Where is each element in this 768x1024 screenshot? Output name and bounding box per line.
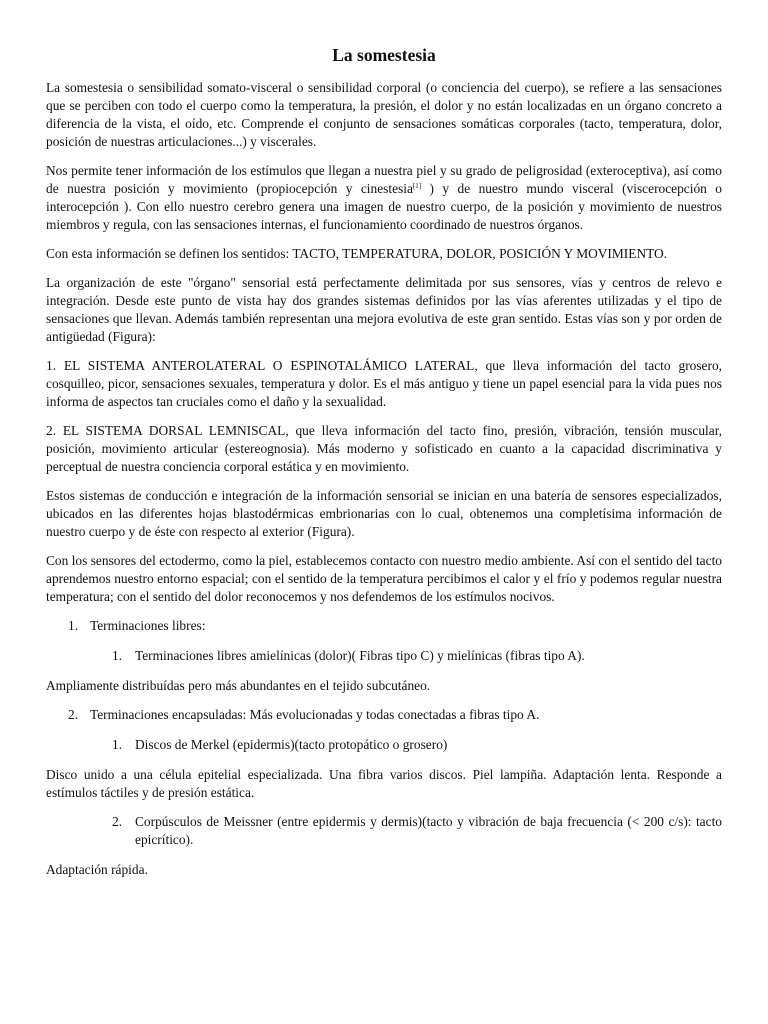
list-item-text: Terminaciones encapsuladas: Más evolucionadas y todas conectadas a fibras tipo A. (90, 707, 540, 722)
sublist-number: 2. (112, 814, 123, 829)
sublist-number: 1. (112, 737, 123, 752)
sublist-item-merkel-discs (46, 736, 722, 754)
intro-paragraph: La somestesia o sensibilidad somato-visceral o sensibilidad corporal (o conciencia del cuerpo), se refiere a las sensaciones que se perciben con todo el cuerpo como la temperatura, la presión, el dolor y no están localizadas en un órgano concreto a diferencia de la vista, el oído, etc. Comprende el conjunto de sensaciones somáticas corporales (tacto, temperatura, dolor, posición de nuestras articulaciones...) y viscerales. (46, 80, 722, 149)
dorsal-lemniscal-paragraph: 2. EL SISTEMA DORSAL LEMNISCAL, que lleva información del tacto fino, presión, vibración, tensión muscular, posición, movimiento articular (estereognosia). Más moderno y sofisticado en cuanto a la capacidad discriminativa y perceptual de nuestra conciencia corporal estática y en movimiento. (46, 423, 722, 474)
organization-paragraph: La organización de este "órgano" sensorial está perfectamente delimitada por sus sensores, vías y centros de relevo e integración. Desde este punto de vista hay dos grandes sistemas definidos por las vías aferentes utilizadas y el tipo de sensaciones que llevan. Además también representan una mejora evolutiva de este gran sentido. Estas vías son y por orden de antigüedad (Figura): (46, 275, 722, 344)
information-text-end: ) y de nuestro mundo visceral (viscerocepción o interocepción ). Con ello nuestro cerebro genera una imagen de nuestro cuerpo, de la posición y movimiento de nuestros miembros y regula, con las sensaciones internas, el funcionamiento coordinado de nuestros órganos. (46, 181, 722, 232)
distribution-paragraph: Ampliamente distribuídas pero más abundantes en el tejido subcutáneo. (46, 678, 431, 693)
senses-paragraph: Con esta información se definen los sentidos: TACTO, TEMPERATURA, DOLOR, POSICIÓN Y MOVIMIENTO. (46, 246, 668, 261)
document-title: La somestesia (332, 45, 436, 65)
list-item-encapsulated-endings (46, 706, 722, 724)
footnote-reference-link[interactable]: [1] (412, 182, 422, 190)
conduction-systems-paragraph: Estos sistemas de conducción e integración de la información sensorial se inician en una batería de sensores especializados, ubicados en las diferentes hojas blastodérmicas embrionarias con lo cual, obtenemos una completísima información de nuestro cuerpo y de éste con respecto al exterior (Figura). (46, 488, 722, 539)
document-page (46, 44, 722, 890)
list-number: 2. (68, 707, 79, 722)
sublist-item-text: Terminaciones libres amielínicas (dolor)( Fibras tipo C) y mielínicas (fibras tipo A). (135, 648, 585, 663)
information-paragraph (46, 162, 722, 234)
merkel-description-paragraph: Disco unido a una célula epitelial especializada. Una fibra varios discos. Piel lampiña. Adaptación lenta. Responde a estímulos táctiles y de presión estática. (46, 767, 722, 800)
sublist-number: 1. (112, 648, 123, 663)
list-number: 1. (68, 618, 79, 633)
sublist-item-text: Corpúsculos de Meissner (entre epidermis y dermis)(tacto y vibración de baja frecuencia (< 200 c/s): tacto epicrítico). (135, 814, 722, 847)
information-text-start: Nos permite tener información de los estímulos que llegan a nuestra piel y su grado de peligrosidad (exteroceptiva), así como de nuestra posición y movimiento (propiocepción y cinestesia (46, 163, 722, 196)
sublist-item-unmyelinated-endings (46, 647, 722, 665)
sublist-item-meissner-corpuscles (46, 813, 722, 849)
sublist-item-text: Discos de Merkel (epidermis)(tacto protopático o grosero) (135, 737, 448, 752)
list-item-text: Terminaciones libres: (90, 618, 206, 633)
ectoderm-sensors-paragraph: Con los sensores del ectodermo, como la piel, establecemos contacto con nuestro medio ambiente. Así con el sentido del tacto aprendemos nuestro entorno espacial; con el sentido de la temperatura percibimos el calor y el frío y podemos regular nuestra temperatura; con el sentido del dolor reconocemos y nos defendemos de los estímulos nocivos. (46, 553, 722, 604)
anterolateral-system-paragraph: 1. EL SISTEMA ANTEROLATERAL O ESPINOTALÁMICO LATERAL, que lleva información del tacto grosero, cosquilleo, picor, sensaciones sexuales, temperatura y dolor. Es el más antiguo y tiene un papel esencial para la vida pues nos informa de aspectos tan cruciales como el daño y la sexualidad. (46, 358, 722, 409)
list-item-free-endings (46, 617, 722, 635)
rapid-adaptation-paragraph: Adaptación rápida. (46, 862, 148, 877)
